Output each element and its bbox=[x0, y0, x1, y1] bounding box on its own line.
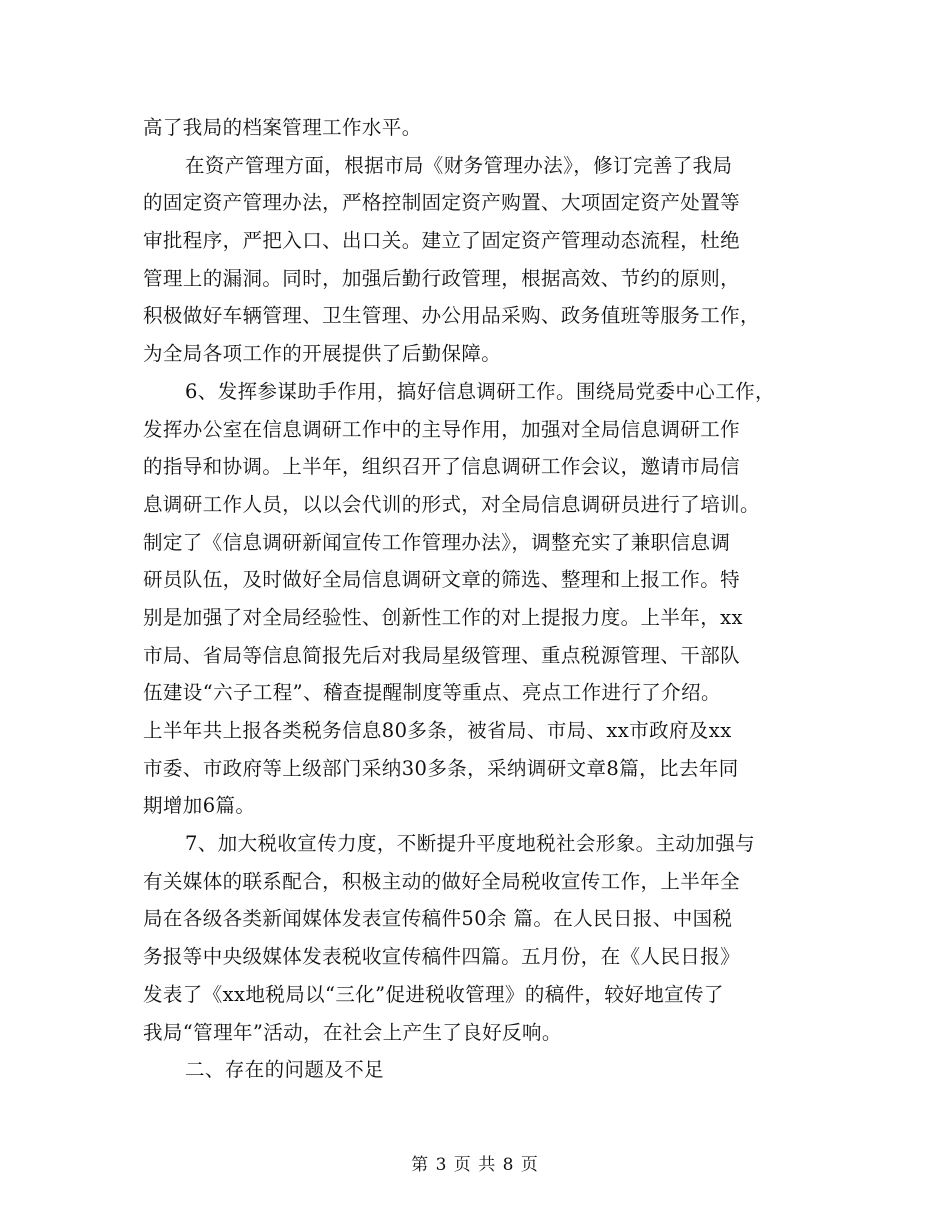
text-line: 审批程序，严把入口、出口关。建立了固定资产管理动态流程，杜绝 bbox=[143, 229, 741, 253]
text-line: 的指导和协调。上半年，组织召开了信息调研工作会议，邀请市局信 bbox=[143, 455, 741, 479]
text-line: 发挥办公室在信息调研工作中的主导作用，加强对全局信息调研工作 bbox=[143, 417, 741, 441]
text-line: 期增加6篇。 bbox=[143, 794, 256, 818]
paragraph-start-line: 在资产管理方面，根据市局《财务管理办法》，修订完善了我局 bbox=[185, 153, 733, 177]
paragraph-start-line: 7、加大税收宣传力度，不断提升平度地税社会形象。主动加强与 bbox=[185, 832, 756, 856]
text-line: 务报等中央级媒体发表税收宣传稿件四篇。五月份，在《人民日报》 bbox=[143, 945, 741, 969]
text-line: 市委、市政府等上级部门采纳30多条，采纳调研文章8篇，比去年同 bbox=[143, 756, 739, 780]
section-heading: 二、存在的问题及不足 bbox=[185, 1058, 385, 1082]
text-line: 市局、省局等信息简报先后对我局星级管理、重点税源管理、干部队 bbox=[143, 643, 741, 667]
text-line: 管理上的漏洞。同时，加强后勤行政管理，根据高效、节约的原则， bbox=[143, 266, 741, 290]
text-line: 我局“管理年”活动，在社会上产生了良好反响。 bbox=[143, 1020, 562, 1044]
text-line: 息调研工作人员，以以会代训的形式，对全局信息调研员进行了培训。 bbox=[143, 492, 760, 516]
page-number-footer: 第 3 页 共 8 页 bbox=[411, 1155, 539, 1175]
text-line: 制定了《信息调研新闻宣传工作管理办法》，调整充实了兼职信息调 bbox=[143, 530, 731, 554]
text-line: 上半年共上报各类税务信息80多条，被省局、市局、xx市政府及xx bbox=[143, 719, 732, 742]
body-text bbox=[143, 109, 843, 1089]
text-line: 为全局各项工作的开展提供了后勤保障。 bbox=[143, 342, 502, 366]
text-line: 高了我局的档案管理工作水平。 bbox=[143, 116, 422, 139]
text-line: 伍建设“六子工程”、稽查提醒制度等重点、亮点工作进行了介绍。 bbox=[143, 681, 721, 705]
text-line: 别是加强了对全局经验性、创新性工作的对上提报力度。上半年，xx bbox=[143, 605, 743, 629]
text-line: 发表了《xx地税局以“三化”促进税收管理》的稿件，较好地宣传了 bbox=[143, 982, 724, 1006]
text-line: 的固定资产管理办法，严格控制固定资产购置、大项固定资产处置等 bbox=[143, 191, 741, 215]
text-line: 研员队伍，及时做好全局信息调研文章的筛选、整理和上报工作。特 bbox=[143, 568, 741, 592]
text-line: 有关媒体的联系配合，积极主动的做好全局税收宣传工作，上半年全 bbox=[143, 869, 741, 893]
text-line: 局在各级各类新闻媒体发表宣传稿件50余 篇。在人民日报、中国税 bbox=[143, 907, 733, 931]
text-line: 积极做好车辆管理、卫生管理、办公用品采购、政务值班等服务工作， bbox=[143, 304, 760, 328]
paragraph-start-line: 6、发挥参谋助手作用，搞好信息调研工作。围绕局党委中心工作， bbox=[185, 379, 775, 403]
